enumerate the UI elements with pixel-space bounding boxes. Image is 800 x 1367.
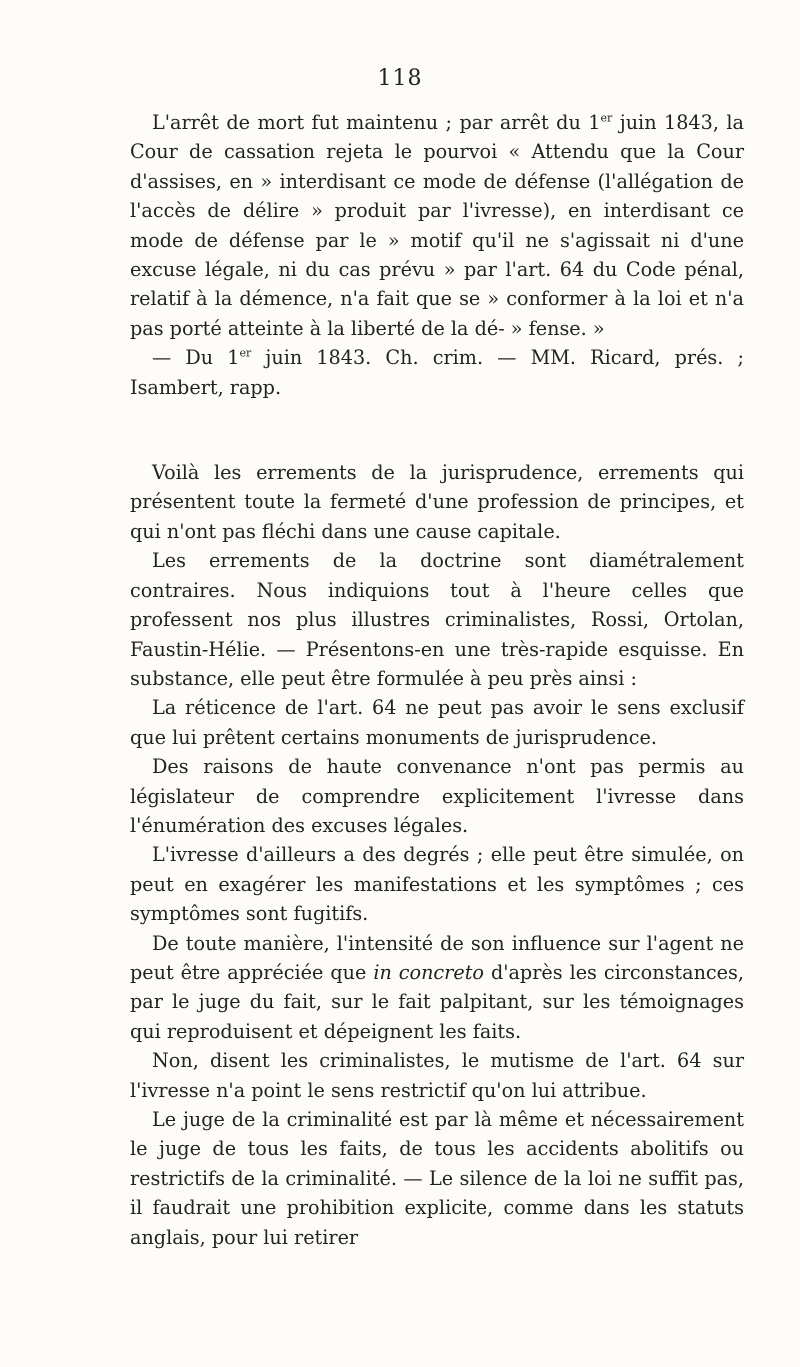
section-gap [130, 402, 744, 458]
body-text [130, 108, 744, 1252]
paragraph-juge-criminalite: Le juge de la criminalité est par là même et nécessairement le juge de tous les faits, de tous les accidents abolitifs ou restrictifs de la criminalité. — Le silence de la loi ne suffit pas, il faudrait une prohibition explicite, comme dans les statuts anglais, pour lui retirer [130, 1108, 744, 1249]
paragraph-intensite [130, 929, 744, 1047]
paragraph-text: De toute manière, l'intensité de son influence sur l'agent ne peut être appréciée que [130, 931, 744, 984]
paragraph-text: juin 1843, la Cour de cassation rejeta le pourvoi « Attendu que la Cour d'assises, en » interdisant ce mode de défense (l'allégation de l'accès de délire » produit par l'ivresse), en interdisant ce mode de défense par le » motif qu'il ne s'agissait ni d'une excuse légale, ni du cas prévu » par l'art. 64 du Code pénal, relatif à la démence, n'a fait que se » conformer à la loi et n'a pas porté atteinte à la liberté de la dé- » fense. » [130, 111, 744, 340]
paragraph-mutisme: Non, disent les criminalistes, le mutisme de l'art. 64 sur l'ivresse n'a point le sens restrictif qu'on lui attribue. [130, 1049, 744, 1102]
superscript: er [600, 111, 613, 125]
citation-text: — Du 1 [152, 346, 240, 370]
paragraph-raisons-convenance: Des raisons de haute convenance n'ont pas permis au législateur de comprendre explicitement l'ivresse dans l'énumération des excuses légales. [130, 755, 744, 837]
paragraph-errements-doctrine: Les errements de la doctrine sont diamétralement contraires. Nous indiquions tout à l'heure celles que professent nos plus illustres criminalistes, Rossi, Ortolan, Faustin-Hélie. — Présentons-en une très-rapide esquisse. En substance, elle peut être formulée à peu près ainsi : [130, 549, 744, 690]
paragraph-text: d'après les circonstances, par le juge du fait, sur le fait palpitant, sur les témoignages qui reproduisent et dépeignent les faits. [130, 960, 744, 1043]
paragraph-text: L'arrêt de mort fut maintenu ; par arrêt du 1 [152, 111, 601, 134]
paragraph-reticence: La réticence de l'art. 64 ne peut pas avoir le sens exclusif que lui prêtent certains monuments de jurisprudence. [130, 696, 744, 749]
paragraph-arret-maintenu [130, 108, 744, 343]
citation-text: juin 1843. Ch. crim. — MM. Ricard, prés. ; Isambert, rapp. [130, 346, 744, 399]
paragraph-errements-jurisprudence: Voilà les errements de la jurisprudence, errements qui présentent toute la fermeté d'une profession de principes, et qui n'ont pas fléchi dans une cause capitale. [130, 461, 744, 543]
italic-phrase: in concreto [373, 960, 484, 984]
citation [130, 343, 744, 402]
page-number: 118 [377, 66, 423, 91]
superscript: er [239, 346, 252, 360]
paragraph-ivresse-degres: L'ivresse d'ailleurs a des degrés ; elle peut être simulée, on peut en exagérer les manifestations et les symptômes ; ces symptômes sont fugitifs. [130, 843, 744, 926]
